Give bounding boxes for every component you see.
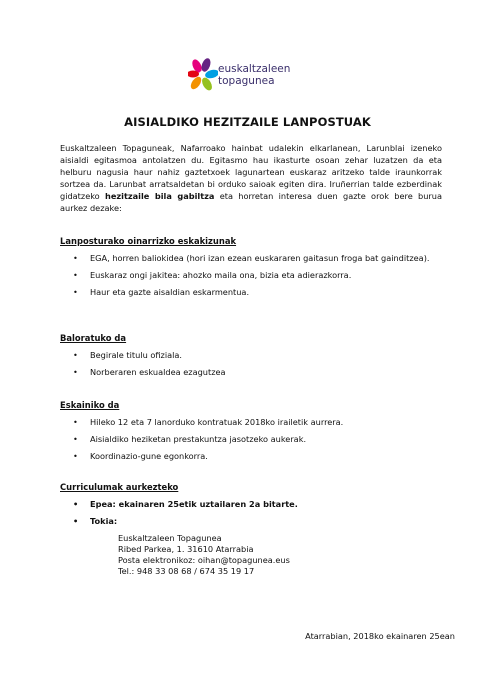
list-item-text: Aisialdiko heziketan prestakuntza jasotzeko aukerak. <box>90 434 307 444</box>
section-requirements <box>60 236 442 303</box>
section-heading: Baloratuko da <box>60 333 127 343</box>
flower-logo-icon <box>188 58 218 96</box>
signature-date: Atarrabian, 2018ko ekainaren 25ean <box>305 631 455 641</box>
address-name: Euskaltzaleen Topagunea <box>118 533 222 543</box>
intro-text-1: Euskaltzaleen Topaguneak, Nafarroako hainbat udalekin elkarlanean, Larunblai izeneko aisialdi egitasmoa antolatzen du. Egitasmo hau ikasturte osoan zehar luzatzen da eta helburu nagusia haur nahiz gaztetxoek lagunartean euskaraz aritzeko talde iraunkorrak sortzea da. Larunbat arratsaldetan bi orduko saioak egiten dira. Iruñerrian talde ezberdinak gidatzeko <box>60 143 442 201</box>
list-item <box>60 450 442 462</box>
list-item <box>60 252 442 264</box>
bullet: • <box>73 367 78 377</box>
bullet: • <box>73 417 78 427</box>
logo-text <box>218 63 290 87</box>
bullet: • <box>73 270 78 280</box>
bullet: • <box>73 451 78 461</box>
address-street: Ribed Parkea, 1. 31610 Atarrabia <box>118 544 254 554</box>
list-item-text: Euskaraz ongi jakitea: ahozko maila ona, bizia eta adierazkorra. <box>90 270 352 280</box>
bullet: • <box>73 287 78 297</box>
bullet: • <box>73 253 78 263</box>
address-phone: Tel.: 948 33 08 68 / 674 35 19 17 <box>118 566 255 576</box>
intro-bold: hezitzaile bila gabiltza <box>104 191 215 201</box>
intro-paragraph <box>60 142 442 214</box>
intro-text-2: eta horretan interesa duen gazte orok bere burua aurkez dezake: <box>60 191 442 213</box>
list-item-text: Epea: ekainaren 25etik uztailaren 2a bitarte. <box>90 499 298 509</box>
list-item <box>60 416 442 428</box>
list-item <box>60 269 442 281</box>
logo-line-1: euskaltzaleen <box>218 63 291 75</box>
logo-line-2: topagunea <box>218 75 275 87</box>
list-item-text: Haur eta gazte aisaldian eskarmentua. <box>90 287 250 297</box>
list-item <box>60 515 442 527</box>
list-item-text: Hileko 12 eta 7 lanorduko kontratuak 2018ko irailetik aurrera. <box>90 417 344 427</box>
section-heading: Eskainiko da <box>60 400 120 410</box>
section-heading: Curriculumak aurkezteko <box>60 482 179 492</box>
list-item-text: EGA, horren baliokidea (hori izan ezean euskararen gaitasun froga bat gainditzea). <box>90 253 430 263</box>
address-block <box>118 533 290 577</box>
section-heading: Lanposturako oinarrizko eskakizunak <box>60 236 237 246</box>
list-item-text: Tokia: <box>90 516 118 526</box>
application-list <box>60 498 442 527</box>
section-valued <box>60 333 442 383</box>
valued-list <box>60 349 442 378</box>
list-item-text: Norberaren eskualdea ezagutzea <box>90 367 226 377</box>
bullet: • <box>73 434 78 444</box>
requirements-list <box>60 252 442 298</box>
list-item <box>60 366 442 378</box>
list-item <box>60 286 442 298</box>
bullet: • <box>73 499 79 509</box>
list-item <box>60 349 442 361</box>
section-offered <box>60 400 442 467</box>
bullet: • <box>73 350 78 360</box>
logo <box>188 58 328 98</box>
section-application <box>60 482 442 532</box>
list-item-text: Begirale titulu ofiziala. <box>90 350 183 360</box>
offered-list <box>60 416 442 462</box>
bullet: • <box>73 516 79 526</box>
page-title: AISIALDIKO HEZITZAILE LANPOSTUAK <box>124 115 371 129</box>
list-item <box>60 433 442 445</box>
list-item <box>60 498 442 510</box>
address-email: Posta elektronikoz: oihan@topagunea.eus <box>118 555 290 565</box>
list-item-text: Koordinazio-gune egonkorra. <box>90 451 208 461</box>
